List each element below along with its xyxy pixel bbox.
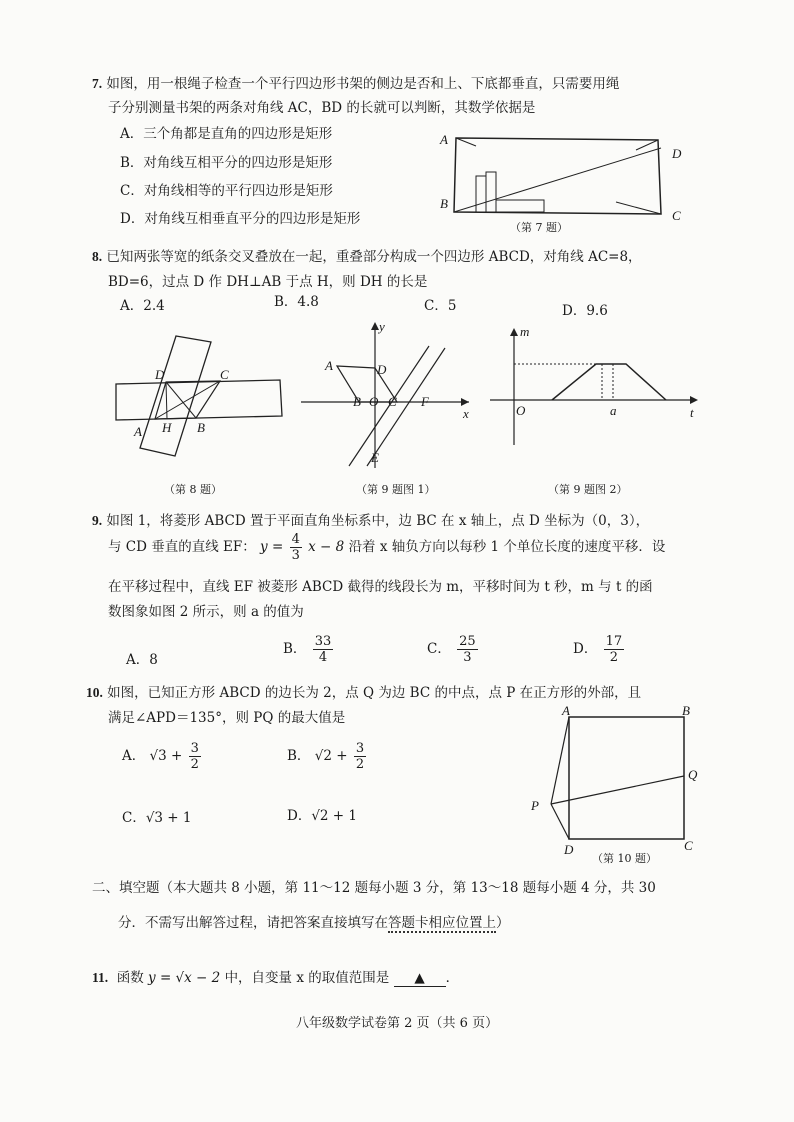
q10-option-a: A． √3 + $\frac{3}{2}$ bbox=[122, 741, 199, 772]
q7-diagonal-ac bbox=[616, 202, 661, 214]
q9-figure-1 bbox=[295, 318, 475, 470]
q8-label-d: D bbox=[155, 367, 165, 382]
q9-stem-2-pre: 与 CD 垂直的直线 EF： bbox=[108, 539, 256, 555]
q7-book bbox=[486, 172, 496, 212]
q10-label-a: A bbox=[562, 703, 570, 718]
q10-label-b: B bbox=[682, 703, 690, 718]
section-2-instruction-post: ） bbox=[496, 915, 510, 931]
q10-label-p: P bbox=[531, 798, 539, 813]
q7-caption: （第 7 题） bbox=[510, 221, 568, 234]
q10-option-b-root: √2 bbox=[314, 748, 332, 764]
q10-option-a-root: √3 bbox=[149, 748, 167, 764]
q11-answer-blank[interactable] bbox=[394, 970, 446, 987]
q8-option-b: B．4.8 bbox=[274, 294, 319, 310]
q9-stem-2 bbox=[108, 530, 665, 564]
q9-number: 9. bbox=[92, 513, 103, 528]
q8-label-a: A bbox=[134, 424, 142, 439]
q10-option-a-label: A． bbox=[122, 748, 146, 764]
q9-option-d-label: D． bbox=[573, 641, 598, 657]
q7-line1 bbox=[92, 72, 619, 92]
q9-fig2-label-m: m bbox=[520, 324, 530, 339]
q8-label-b: B bbox=[197, 420, 205, 435]
q9-fig1-label-x: x bbox=[463, 406, 469, 421]
q9-equation-numerator: 4 bbox=[291, 532, 300, 547]
q7-option-c: C．对角线相等的平行四边形是矩形 bbox=[120, 183, 333, 199]
q9-fig1-label-e: E bbox=[371, 450, 379, 465]
q7-number: 7. bbox=[92, 76, 103, 91]
q10-label-d: D bbox=[564, 842, 574, 857]
q10-option-b: B． √2 + $\frac{3}{2}$ bbox=[287, 741, 365, 772]
q9-fig1-label-c: C bbox=[388, 394, 397, 409]
q9-option-b-fraction bbox=[313, 634, 334, 665]
q7-label-d: D bbox=[672, 146, 682, 161]
q9-equation-fraction bbox=[290, 532, 302, 563]
q10-segment-pa bbox=[551, 717, 569, 804]
section-2-instruction bbox=[118, 911, 510, 931]
q9-option-d-numerator: 17 bbox=[605, 634, 623, 649]
q9-stem-3: 在平移过程中，直线 EF 被菱形 ABCD 截得的线段长为 m，平移时间为 t 秒，m 与 t 的函 bbox=[108, 579, 653, 595]
q9-fig2-label-t: t bbox=[690, 405, 694, 420]
q7-shelf-inner-line bbox=[456, 138, 476, 146]
q8-number: 8. bbox=[92, 249, 103, 264]
q9-option-d bbox=[573, 634, 626, 665]
section-2-instruction-pre: 分．不需写出解答过程，请把答案直接填写在 bbox=[118, 915, 388, 931]
q8-label-c: C bbox=[220, 367, 229, 382]
q10-number: 10. bbox=[86, 685, 103, 700]
q10-caption: （第 10 题） bbox=[592, 852, 657, 865]
q8-option-c: C．5 bbox=[424, 298, 457, 314]
q9-option-c-label: C． bbox=[427, 641, 451, 657]
q10-segment-pq bbox=[551, 776, 684, 804]
q9-fig1-label-d: D bbox=[377, 362, 387, 377]
q9-option-c-denominator: 3 bbox=[463, 650, 472, 665]
q9-equation-denominator: 3 bbox=[291, 548, 300, 563]
q9-stem-1: 如图 1，将菱形 ABCD 置于平面直角坐标系中，边 BC 在 x 轴上，点 D 坐标为（0，3）， bbox=[106, 513, 650, 529]
q11-blank-marker: ▲ bbox=[414, 970, 425, 986]
q9-option-b-label: B． bbox=[283, 641, 307, 657]
q9-option-a: A．8 bbox=[126, 652, 158, 668]
q10-square-abcd bbox=[569, 717, 684, 839]
q10-label-c: C bbox=[684, 838, 693, 853]
q9-option-c-numerator: 25 bbox=[459, 634, 476, 649]
q11-pre: 函数 bbox=[116, 970, 144, 986]
q10-stem-2: 满足∠APD＝135°，则 PQ 的最大值是 bbox=[108, 710, 346, 726]
y-axis-arrow-icon bbox=[371, 322, 379, 330]
q8-figure bbox=[110, 328, 285, 463]
q7-stem-2: 子分别测量书架的两条对角线 AC，BD 的长就可以判断，其数学依据是 bbox=[108, 100, 536, 116]
q10-option-a-numerator: 3 bbox=[190, 741, 199, 756]
q7-label-a: A bbox=[440, 132, 448, 147]
q9-fig1-label-f: F bbox=[421, 394, 429, 409]
q8-label-h: H bbox=[162, 420, 172, 435]
q10-label-q: Q bbox=[688, 767, 698, 782]
q9-stem-2-post: 沿着 x 轴负方向以每秒 1 个单位长度的速度平移．设 bbox=[348, 539, 666, 555]
q11-number: 11. bbox=[92, 970, 109, 985]
q11-end: ． bbox=[445, 970, 460, 986]
q9-fig2-label-o: O bbox=[516, 403, 526, 418]
q9-caption-2: （第 9 题图 2） bbox=[548, 483, 628, 496]
q9-fig1-label-y: y bbox=[379, 319, 385, 334]
q9-caption-1: （第 9 题图 1） bbox=[356, 483, 436, 496]
q9-option-b-denominator: 4 bbox=[318, 650, 328, 665]
q10-option-b-fraction bbox=[354, 741, 366, 772]
q7-book bbox=[496, 200, 544, 212]
q9-equation-y: y = bbox=[260, 539, 284, 555]
q10-figure bbox=[526, 700, 706, 860]
q8-caption: （第 8 题） bbox=[164, 483, 222, 496]
q8-option-a: A．2.4 bbox=[120, 298, 165, 314]
q7-option-d: D．对角线互相垂直平分的四边形是矩形 bbox=[120, 211, 361, 227]
q10-option-a-fraction bbox=[189, 741, 201, 772]
q8-segment-dh bbox=[166, 382, 167, 419]
q9-option-b bbox=[283, 634, 335, 665]
q7-label-b: B bbox=[440, 196, 448, 211]
q9-figure-2 bbox=[486, 322, 701, 447]
x-axis-arrow-icon bbox=[461, 398, 469, 406]
q10-segment-pd bbox=[551, 804, 569, 839]
q9-stem-4: 数图象如图 2 所示，则 a 的值为 bbox=[108, 604, 304, 620]
t-axis-arrow-icon bbox=[690, 396, 698, 404]
q8-strip-tilted bbox=[140, 336, 211, 456]
q7-shelf-inner-line bbox=[636, 140, 658, 150]
q11-post: 中，自变量 x 的取值范围是 bbox=[224, 970, 390, 986]
q9-option-d-denominator: 2 bbox=[609, 650, 619, 665]
q9-option-b-numerator: 33 bbox=[314, 634, 332, 649]
q9-fig2-label-a: a bbox=[610, 403, 617, 418]
q11-line bbox=[92, 966, 459, 987]
q9-fig1-label-o: O bbox=[369, 394, 379, 409]
q10-option-c: C．√3 + 1 bbox=[122, 810, 192, 826]
q9-fig1-label-a: A bbox=[325, 358, 333, 373]
q10-stem-1: 如图，已知正方形 ABCD 的边长为 2，点 Q 为边 BC 的中点，点 P 在正方形的外部，且 bbox=[107, 685, 642, 701]
q10-line1 bbox=[86, 681, 641, 701]
q11-equation: y = √x − 2 bbox=[148, 970, 221, 986]
q8-stem-1: 已知两张等宽的纸条交叉叠放在一起，重叠部分构成一个四边形 ABCD，对角线 AC=8， bbox=[106, 249, 642, 265]
page-footer: 八年级数学试卷第 2 页（共 6 页） bbox=[296, 1016, 499, 1031]
q7-label-c: C bbox=[672, 208, 681, 223]
q9-graph-m-t bbox=[552, 364, 666, 400]
q9-line1 bbox=[92, 509, 649, 529]
q10-option-b-numerator: 3 bbox=[355, 741, 365, 756]
q8-line1 bbox=[92, 245, 642, 265]
q8-stem-2: BD=6，过点 D 作 DH⊥AB 于点 H，则 DH 的长是 bbox=[108, 274, 428, 290]
q9-option-d-fraction bbox=[604, 634, 625, 665]
q9-equation-rest: x − 8 bbox=[308, 539, 345, 555]
q7-stem-1: 如图，用一根绳子检查一个平行四边形书架的侧边是否和上、下底都垂直，只需要用绳 bbox=[106, 76, 620, 92]
section-2-heading: 二、填空题（本大题共 8 小题，第 11～12 题每小题 3 分，第 13～18 题每小题 4 分，共 30 bbox=[92, 880, 656, 896]
q10-option-b-denominator: 2 bbox=[355, 757, 365, 772]
q10-option-b-label: B． bbox=[287, 748, 311, 764]
q10-option-d: D．√2 + 1 bbox=[287, 808, 357, 824]
q10-option-a-denominator: 2 bbox=[190, 757, 199, 772]
q7-book bbox=[476, 176, 486, 212]
q7-diagonal-bd bbox=[454, 148, 661, 212]
m-axis-arrow-icon bbox=[510, 328, 518, 336]
q9-fig1-label-b: B bbox=[353, 394, 361, 409]
q9-option-c-fraction bbox=[457, 634, 478, 665]
q7-option-a: A．三个角都是直角的四边形是矩形 bbox=[120, 126, 333, 142]
q8-option-d: D．9.6 bbox=[562, 303, 608, 319]
section-2-instruction-emphasis: 答题卡相应位置上 bbox=[388, 915, 496, 931]
q8-diagonal-bd bbox=[166, 382, 196, 418]
q9-option-c bbox=[427, 634, 480, 665]
q7-figure bbox=[436, 128, 696, 228]
q7-option-b: B．对角线互相平分的四边形是矩形 bbox=[120, 155, 333, 171]
